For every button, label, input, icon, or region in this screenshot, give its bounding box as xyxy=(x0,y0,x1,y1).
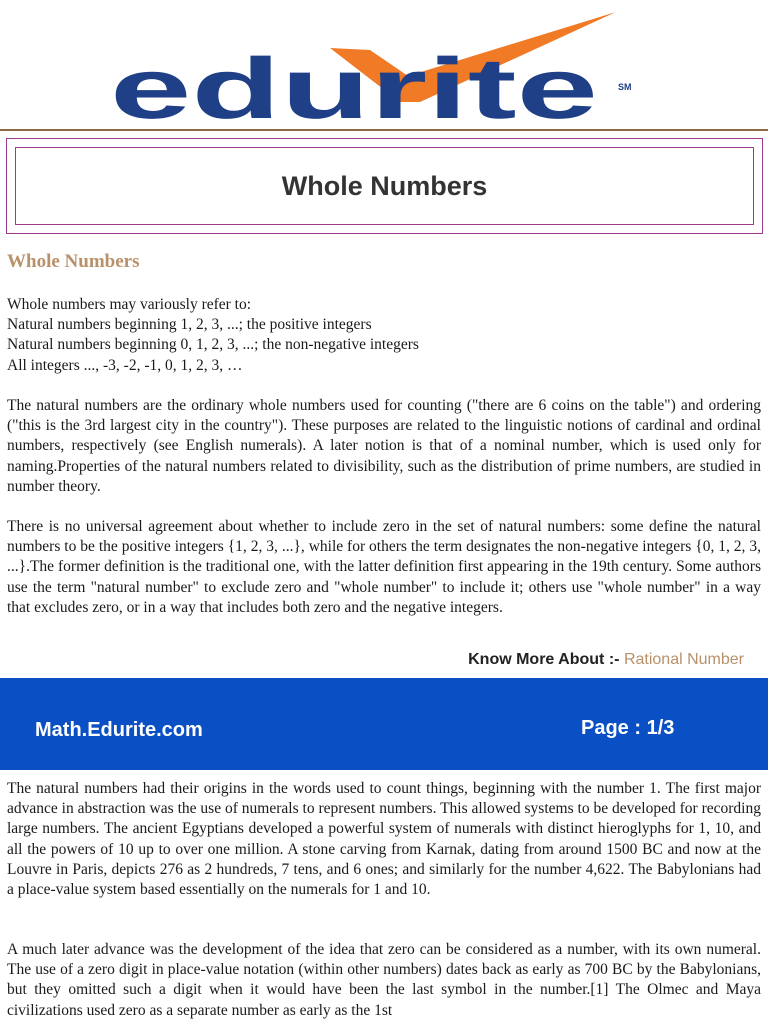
paragraph-text: The natural numbers had their origins in the words used to count things, beginning with the number 1. The first major advance in abstraction was the use of numerals to represent numbers. This allowed systems to be developed for recording large numbers. The ancient Egyptians developed a powerful system of numerals with distinct hieroglyphs for 1, 10, and all the powers of 10 up to over one million. A stone carving from Karnak, dating from around 1500 BC and now at the Louvre in Paris, depicts 276 as 2 hundreds, 7 tens, and 6 ones; and similarly for the number 4,622. The Babylonians had a place-value system based essentially on the numerals for 1 and 10. xyxy=(7,780,761,899)
paragraph-text: There is no universal agreement about whether to include zero in the set of natural numbers: some define the natural numbers to be the positive integers {1, 2, 3, ...}, while for others the term designates the non-negative integers {0, 1, 2, 3, ...}.The former definition is the traditional one, with the latter definition first appearing in the 19th century. Some authors use the term "natural number" to exclude zero and "whole number" to include it; others use "whole number" in a way that excludes zero, or in a way that includes both zero and the negative integers. xyxy=(7,518,761,616)
site-name[interactable]: Math.Edurite.com xyxy=(35,719,203,741)
paragraph-natural-numbers xyxy=(7,396,761,497)
title-frame-inner xyxy=(15,147,754,225)
page-title: Whole Numbers xyxy=(281,170,488,201)
intro-line: Whole numbers may variously refer to: xyxy=(7,296,252,313)
intro-line: Natural numbers beginning 1, 2, 3, ...; the positive integers xyxy=(7,316,372,334)
edurite-logo[interactable] xyxy=(108,6,648,124)
header-divider xyxy=(0,129,768,131)
know-more-label: Know More About :- xyxy=(468,651,620,668)
paragraph-zero-agreement xyxy=(7,517,761,618)
page-indicator: Page : 1/3 xyxy=(581,717,675,739)
logo-wordmark: edurite xyxy=(110,41,598,124)
paragraph-zero-numeral xyxy=(7,940,761,1021)
edurite-logo-graphic xyxy=(108,6,648,124)
intro-line: Natural numbers beginning 0, 1, 2, 3, ...; the non-negative integers xyxy=(7,336,419,354)
title-frame xyxy=(6,138,763,234)
section-heading: Whole Numbers xyxy=(7,251,140,272)
intro-list xyxy=(7,295,761,376)
know-more-line xyxy=(468,651,744,669)
logo-service-mark: SM xyxy=(618,82,632,92)
rational-number-link[interactable]: Rational Number xyxy=(623,651,744,668)
intro-line: All integers ..., -3, -2, -1, 0, 1, 2, 3, … xyxy=(7,356,243,374)
page-footer-band xyxy=(0,678,768,770)
paragraph-text: The natural numbers are the ordinary whole numbers used for counting ("there are 6 coins on the table") and ordering ("this is the 3rd largest city in the country"). These purposes are related to the linguistic notions of cardinal and ordinal numbers, respectively (see English numerals). A later notion is that of a nominal number, which is used only for naming.Properties of the natural numbers related to divisibility, such as the distribution of prime numbers, are studied in number theory. xyxy=(7,397,761,495)
paragraph-origins xyxy=(7,779,761,900)
paragraph-text: A much later advance was the development of the idea that zero can be considered as a number, with its own numeral. The use of a zero digit in place-value notation (within other numbers) dates back as early as 700 BC by the Babylonians, but they omitted such a digit when it would have been the last symbol in the number.[1] The Olmec and Maya civilizations used zero as a separate number as early as the 1st xyxy=(7,941,761,1019)
